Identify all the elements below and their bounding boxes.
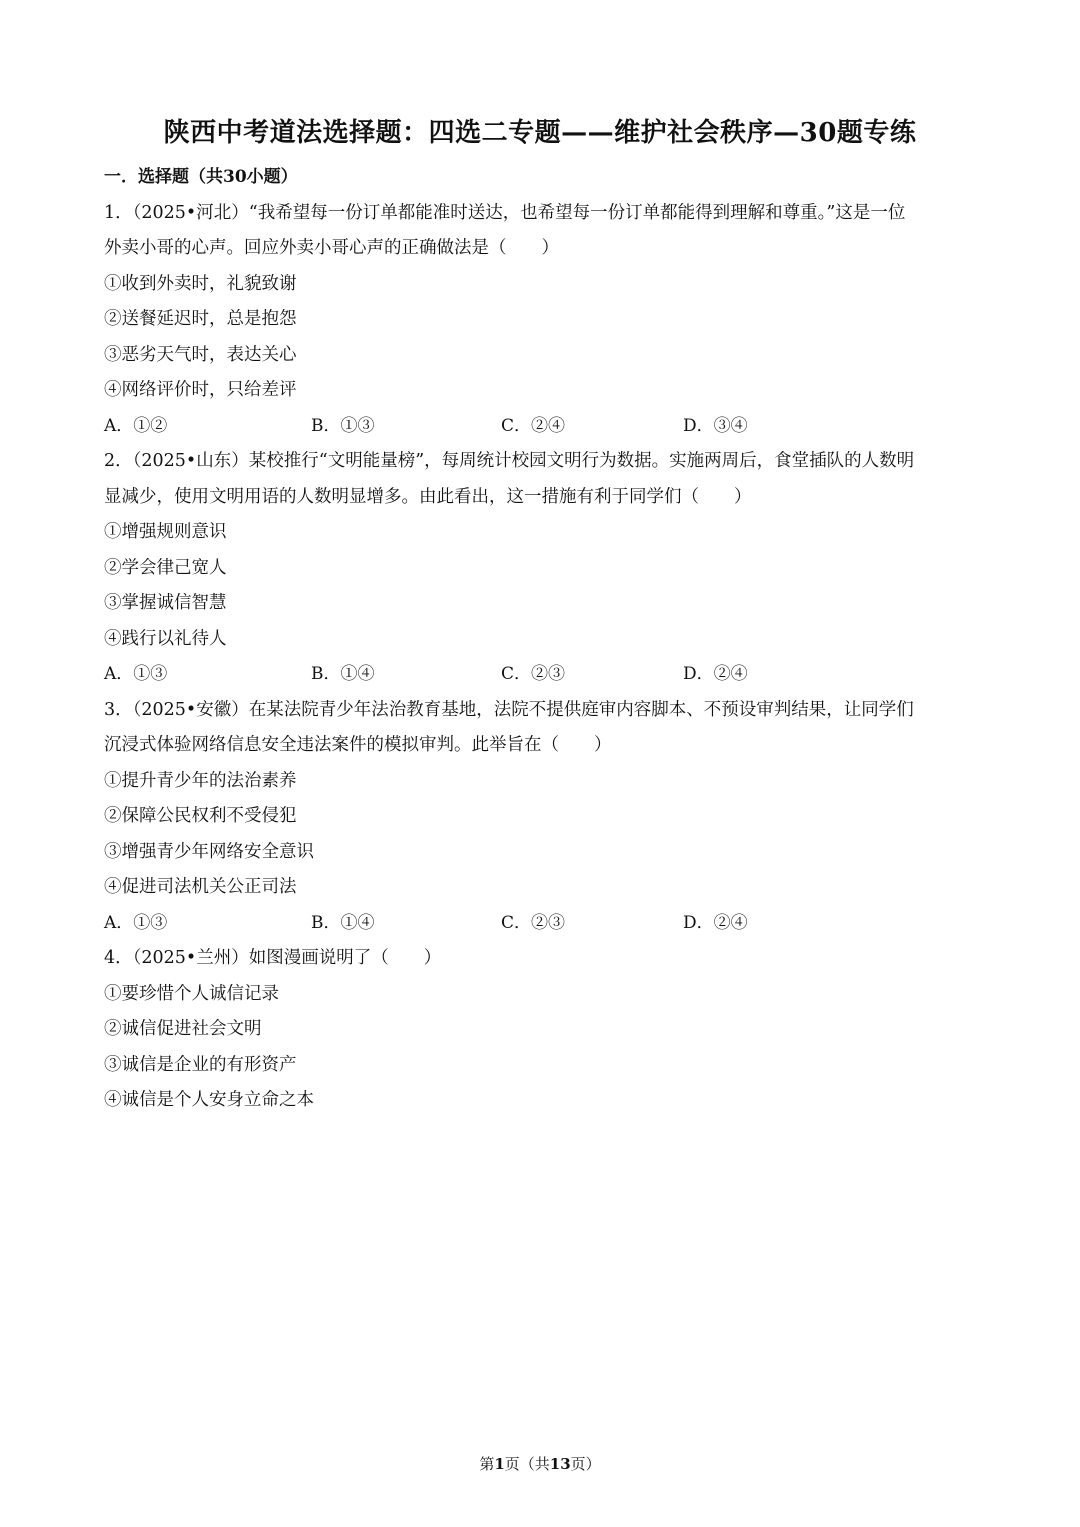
document-body — [104, 160, 984, 1119]
option-a: A．①③ — [104, 664, 168, 684]
question-item: ①收到外卖时，礼貌致谢 — [104, 273, 297, 294]
option-c: C．②③ — [501, 912, 566, 933]
answer-options — [104, 906, 984, 942]
footer-total-pages: 13 — [549, 1455, 571, 1473]
question-4 — [104, 941, 984, 1119]
section-heading: 一．选择题（共30小题） — [104, 167, 298, 187]
option-d: D．③④ — [683, 415, 748, 436]
question-item: ②学会律己宽人 — [104, 557, 227, 578]
question-item: ②诚信促进社会文明 — [104, 1019, 262, 1039]
question-2 — [104, 444, 984, 693]
option-c: C．②④ — [501, 415, 566, 436]
question-item: ③增强青少年网络安全意识 — [104, 841, 314, 862]
option-a: A．①② — [104, 415, 168, 436]
question-stem-line: 1．（2025•河北）“我希望每一份订单都能准时送达，也希望每一份订单都能得到理解和尊重。”这是一位 — [104, 202, 906, 223]
question-item: ②送餐延迟时，总是抱怨 — [104, 309, 297, 329]
question-item: ③诚信是企业的有形资产 — [104, 1054, 297, 1075]
footer-prefix: 第 — [479, 1455, 495, 1473]
question-item: ③恶劣天气时，表达关心 — [104, 344, 297, 365]
question-item: ④网络评价时，只给差评 — [104, 380, 297, 400]
page-footer — [0, 1453, 1080, 1474]
question-item: ①提升青少年的法治素养 — [104, 770, 297, 791]
option-b: B．①③ — [311, 415, 375, 436]
option-d: D．②④ — [683, 664, 748, 684]
question-item: ③掌握诚信智慧 — [104, 593, 227, 613]
question-stem-line: 4．（2025•兰州）如图漫画说明了（ ） — [104, 948, 442, 968]
option-d: D．②④ — [683, 912, 748, 933]
question-3 — [104, 693, 984, 942]
option-b: B．①④ — [311, 912, 375, 933]
question-item: ②保障公民权利不受侵犯 — [104, 806, 297, 826]
question-stem-line: 沉浸式体验网络信息安全违法案件的模拟审判。此举旨在（ ） — [104, 735, 612, 755]
question-item: ④践行以礼待人 — [104, 628, 227, 649]
question-item: ④诚信是个人安身立命之本 — [104, 1090, 314, 1110]
question-item: ①增强规则意识 — [104, 522, 227, 542]
option-c: C．②③ — [501, 664, 566, 684]
question-1 — [104, 196, 984, 445]
question-stem-line: 外卖小哥的心声。回应外卖小哥心声的正确做法是（ ） — [104, 238, 559, 258]
question-stem-line: 3．（2025•安徽）在某法院青少年法治教育基地，法院不提供庭审内容脚本、不预设审判结果，让同学们 — [104, 699, 914, 720]
footer-middle: 页（共 — [504, 1455, 550, 1473]
page-title: 陕西中考道法选择题：四选二专题——维护社会秩序—30题专练 — [163, 118, 917, 148]
footer-page-number: 1 — [494, 1455, 505, 1473]
footer-suffix: 页） — [570, 1455, 601, 1473]
question-stem-line: 2．（2025•山东）某校推行“文明能量榜”，每周统计校园文明行为数据。实施两周后，食堂插队的人数明 — [104, 451, 915, 471]
option-a: A．①③ — [104, 912, 168, 933]
option-b: B．①④ — [311, 664, 375, 684]
answer-options — [104, 409, 984, 445]
answer-options — [104, 657, 984, 693]
question-item: ①要珍惜个人诚信记录 — [104, 983, 279, 1004]
question-stem-line: 显减少，使用文明用语的人数明显增多。由此看出，这一措施有利于同学们（ ） — [104, 486, 752, 507]
question-item: ④促进司法机关公正司法 — [104, 877, 297, 897]
